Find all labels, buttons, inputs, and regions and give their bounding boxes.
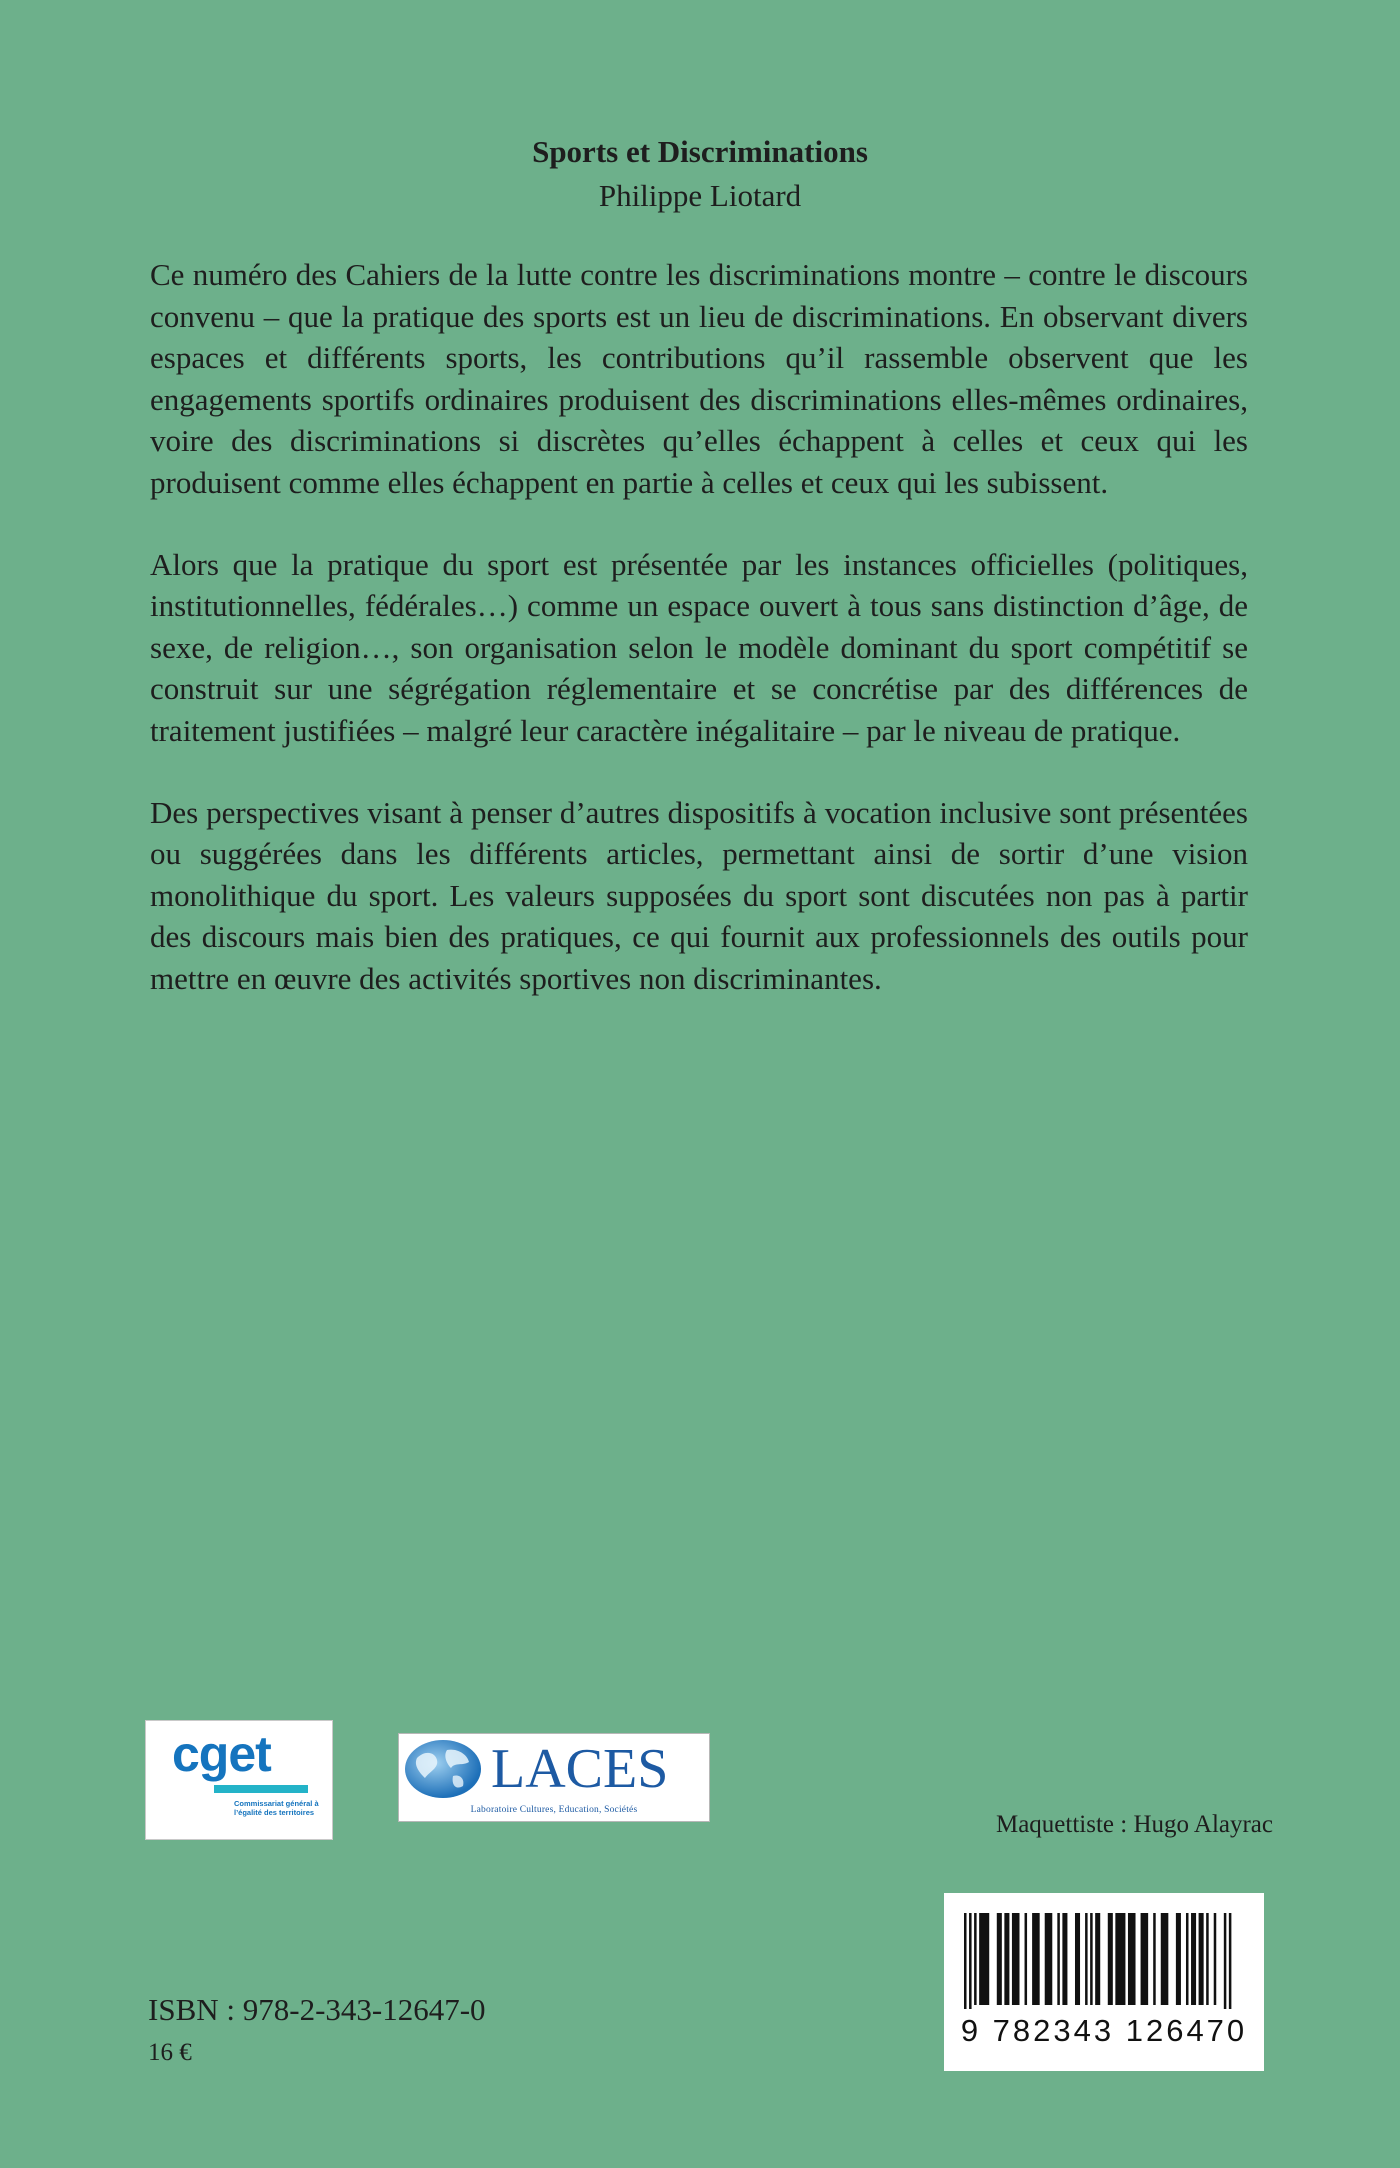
- cget-logo-bar: [214, 1785, 308, 1793]
- barcode-bar: [1108, 1913, 1113, 2005]
- summary-text: [150, 254, 1248, 1040]
- barcode: [944, 1893, 1264, 2071]
- barcode-bar: [1075, 1913, 1080, 2005]
- barcode-bar: [1186, 1913, 1189, 2005]
- cget-logo-word: cget: [172, 1726, 271, 1782]
- book-title: Sports et Discriminations: [532, 134, 868, 169]
- book-author: Philippe Liotard: [598, 178, 802, 213]
- barcode-bar: [974, 1913, 977, 2005]
- barcode-bar: [1057, 1913, 1060, 2005]
- cget-logo: [145, 1720, 333, 1840]
- barcode-bar: [1128, 1913, 1136, 2005]
- barcode-bar: [1085, 1913, 1088, 2005]
- barcode-bar: [1153, 1913, 1156, 2005]
- cget-logo-subtitle: Commissariat général à l’égalité des territoires: [234, 1799, 319, 1817]
- barcode-bar: [1062, 1913, 1067, 2005]
- cover-header: [0, 130, 1400, 218]
- barcode-bar: [997, 1913, 1002, 2005]
- barcode-bar: [1161, 1913, 1169, 2005]
- barcode-bar: [1032, 1913, 1040, 2005]
- barcode-bar: [1199, 1913, 1204, 2005]
- barcode-bar: [1214, 1913, 1217, 2005]
- barcode-bar: [1229, 1913, 1232, 2009]
- barcode-bar: [1206, 1913, 1209, 2005]
- laces-logo: [398, 1733, 710, 1822]
- barcode-bar: [969, 1913, 972, 2009]
- laces-logo-subtitle: Laboratoire Cultures, Education, Sociétés: [470, 1805, 638, 1815]
- globe-icon: [403, 1738, 483, 1800]
- barcode-bar: [1191, 1913, 1196, 2005]
- barcode-bar: [1095, 1913, 1100, 2005]
- barcode-bar: [1176, 1913, 1181, 2005]
- barcode-bar: [1012, 1913, 1020, 2005]
- barcode-bar: [1224, 1913, 1227, 2009]
- barcode-bar: [1141, 1913, 1149, 2005]
- barcode-bar: [1045, 1913, 1053, 2005]
- price: 16 €: [148, 2039, 192, 2066]
- barcode-bar: [964, 1913, 967, 2009]
- barcode-bar: [1090, 1913, 1093, 2005]
- barcode-bars: [964, 1913, 1244, 2009]
- summary-paragraph: Alors que la pratique du sport est présentée par les instances officielles (politiques, institutionnelles, fédérales…) comme un espace ouvert à tous sans distinction d’âge, de sexe, de religion…, son organisation selon le modèle dominant du sport compétitif se construit sur une ségrégation réglementaire et se concrétise par des différences de traitement justifiées – malgré leur caractère inégalitaire – par le niveau de pratique.: [150, 546, 1248, 748]
- designer-credit: Maquettiste : Hugo Alayrac: [995, 1811, 1273, 1838]
- isbn: ISBN : 978-2-343-12647-0: [148, 1992, 486, 2027]
- laces-logo-word: LACES: [491, 1738, 669, 1800]
- barcode-digits: 9 782343 126470: [960, 2013, 1248, 2048]
- barcode-bar: [979, 1913, 989, 2005]
- summary-paragraph: Des perspectives visant à penser d’autres dispositifs à vocation inclusive sont présentées ou suggérées dans les différents articles, permettant ainsi de sortir d’une vision monolithique du sport. Les valeurs supposées du sport sont discutées non pas à partir des discours mais bien des pratiques, ce qui fournit aux professionnels des outils pour mettre en œuvre des activités sportives non discriminantes.: [150, 794, 1248, 996]
- barcode-bar: [1025, 1913, 1028, 2005]
- summary-paragraph: Ce numéro des Cahiers de la lutte contre les discriminations montre – contre le discours convenu – que la pratique des sports est un lieu de discriminations. En observant divers espaces et différents sports, les contributions qu’il rassemble observent que les engagements sportifs ordinaires produisent des discriminations elles-mêmes ordinaires, voire des discriminations si discrètes qu’elles échappent à celles et ceux qui les produisent comme elles échappent en partie à celles et ceux qui les subissent.: [150, 257, 1248, 500]
- barcode-bar: [1115, 1913, 1125, 2005]
- barcode-bar: [1004, 1913, 1009, 2005]
